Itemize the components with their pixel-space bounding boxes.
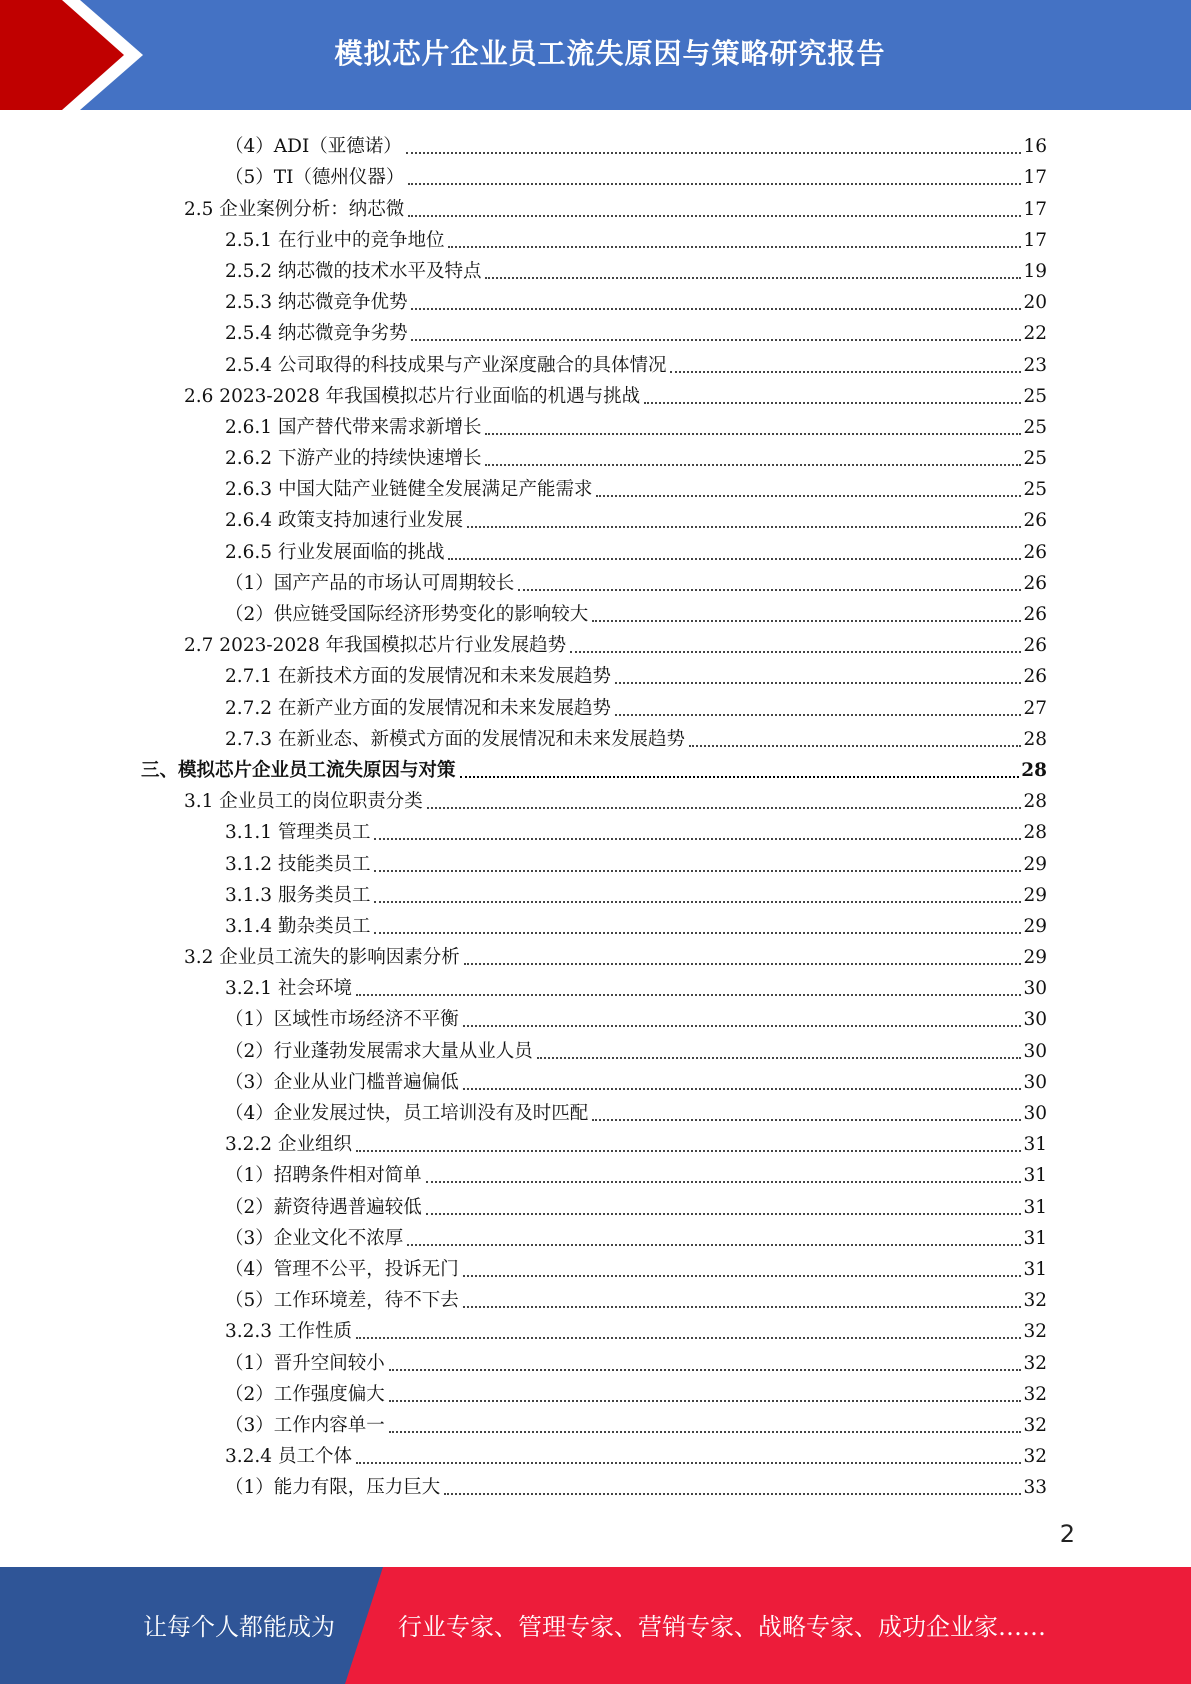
toc-entry-label: （2）供应链受国际经济形势变化的影响较大 bbox=[225, 604, 589, 625]
page-header bbox=[0, 0, 1191, 110]
toc-entry-page: 19 bbox=[1023, 260, 1047, 282]
toc-entry-label: 3.2.1 社会环境 bbox=[225, 978, 352, 1000]
toc-entry-page: 30 bbox=[1023, 978, 1047, 1000]
toc-entry-label: 3.1.2 技能类员工 bbox=[225, 853, 371, 875]
toc-entry-label: （2）薪资待遇普遍较低 bbox=[225, 1196, 422, 1218]
toc-entry-label: 3.1.1 管理类员工 bbox=[225, 822, 371, 844]
report-title: 模拟芯片企业员工流失原因与策略研究报告 bbox=[334, 37, 886, 70]
toc-entry-page: 32 bbox=[1023, 1446, 1047, 1468]
toc-leader-dots bbox=[670, 371, 1021, 373]
toc-entry-label: 2.5.3 纳芯微竞争优势 bbox=[225, 292, 408, 314]
toc-leader-dots bbox=[427, 807, 1022, 809]
toc-entry-label: （3）工作内容单一 bbox=[225, 1414, 385, 1436]
toc-entry-label: （5）TI（德州仪器） bbox=[225, 167, 405, 189]
toc-leader-dots bbox=[426, 1213, 1022, 1215]
toc-leader-dots bbox=[448, 246, 1021, 248]
toc-leader-dots bbox=[592, 620, 1021, 622]
toc-entry-page: 27 bbox=[1023, 697, 1047, 719]
toc-entry-label: （3）企业文化不浓厚 bbox=[225, 1227, 404, 1249]
toc-entry[interactable] bbox=[0, 751, 1191, 782]
toc-entry-page: 26 bbox=[1023, 541, 1047, 563]
toc-entry-page: 32 bbox=[1023, 1290, 1047, 1312]
toc-entry-page: 29 bbox=[1023, 853, 1047, 875]
toc-leader-dots bbox=[464, 963, 1022, 965]
toc-leader-dots bbox=[485, 433, 1021, 435]
toc-entry-label: （2）行业蓬勃发展需求大量从业人员 bbox=[225, 1040, 533, 1062]
toc-entry[interactable] bbox=[0, 1031, 1191, 1062]
toc-entry[interactable] bbox=[0, 688, 1191, 719]
toc-leader-dots bbox=[356, 1462, 1022, 1464]
toc-entry-page: 30 bbox=[1023, 1040, 1047, 1062]
footer-slogan-right: 行业专家、管理专家、营销专家、战略专家、成功企业家…… bbox=[398, 1613, 1046, 1641]
toc-entry-page: 26 bbox=[1023, 635, 1047, 657]
toc-leader-dots bbox=[485, 464, 1021, 466]
toc-entry-page: 28 bbox=[1023, 791, 1047, 813]
toc-entry[interactable] bbox=[0, 657, 1191, 688]
toc-entry-page: 25 bbox=[1023, 479, 1047, 501]
toc-leader-dots bbox=[411, 308, 1021, 310]
toc-entry[interactable] bbox=[0, 221, 1191, 252]
toc-leader-dots bbox=[426, 1181, 1022, 1183]
toc-entry-page: 28 bbox=[1023, 728, 1047, 750]
toc-entry-page: 32 bbox=[1023, 1414, 1047, 1436]
toc-entry-page: 25 bbox=[1023, 385, 1047, 407]
toc-leader-dots bbox=[596, 495, 1021, 497]
toc-entry-label: 3.1.4 勤杂类员工 bbox=[225, 915, 371, 937]
toc-entry-label: 2.5.4 公司取得的科技成果与产业深度融合的具体情况 bbox=[225, 354, 667, 376]
toc-entry[interactable] bbox=[0, 1406, 1191, 1437]
toc-entry-page: 31 bbox=[1023, 1227, 1047, 1249]
toc-entry[interactable] bbox=[0, 532, 1191, 563]
toc-entry-page: 17 bbox=[1023, 229, 1047, 251]
toc-entry[interactable] bbox=[0, 1000, 1191, 1031]
toc-entry[interactable] bbox=[0, 1094, 1191, 1125]
toc-entry-label: 3.2.3 工作性质 bbox=[225, 1321, 352, 1343]
toc-entry[interactable] bbox=[0, 158, 1191, 189]
toc-entry-label: （5）工作环境差，待不下去 bbox=[225, 1290, 459, 1312]
toc-entry-label: 2.7 2023-2028 年我国模拟芯片行业发展趋势 bbox=[184, 635, 567, 657]
toc-entry-label: 2.5.2 纳芯微的技术水平及特点 bbox=[225, 260, 482, 282]
toc-leader-dots bbox=[485, 277, 1021, 279]
toc-entry-page: 31 bbox=[1023, 1134, 1047, 1156]
toc-entry[interactable] bbox=[0, 1063, 1191, 1094]
toc-entry[interactable] bbox=[0, 408, 1191, 439]
toc-entry-label: （2）工作强度偏大 bbox=[225, 1383, 385, 1405]
toc-entry-label: （4）管理不公平，投诉无门 bbox=[225, 1258, 459, 1280]
toc-entry[interactable] bbox=[0, 720, 1191, 751]
toc-entry-page: 30 bbox=[1023, 1071, 1047, 1093]
toc-entry[interactable] bbox=[0, 907, 1191, 938]
toc-leader-dots bbox=[463, 1088, 1022, 1090]
toc-entry-label: （1）区域性市场经济不平衡 bbox=[225, 1009, 459, 1031]
toc-entry[interactable] bbox=[0, 595, 1191, 626]
toc-entry-page: 26 bbox=[1023, 666, 1047, 688]
toc-leader-dots bbox=[463, 1025, 1022, 1027]
toc-entry-label: 2.6 2023-2028 年我国模拟芯片行业面临的机遇与挑战 bbox=[184, 385, 641, 407]
toc-entry-label: （1）能力有限，压力巨大 bbox=[225, 1477, 441, 1499]
toc-entry[interactable] bbox=[0, 377, 1191, 408]
toc-entry[interactable] bbox=[0, 345, 1191, 376]
toc-leader-dots bbox=[592, 1119, 1021, 1121]
toc-entry-page: 17 bbox=[1023, 167, 1047, 189]
toc-entry-page: 23 bbox=[1023, 354, 1047, 376]
toc-entry-label: 2.5.4 纳芯微竞争劣势 bbox=[225, 323, 408, 345]
toc-entry-page: 32 bbox=[1023, 1321, 1047, 1343]
toc-entry-page: 31 bbox=[1023, 1258, 1047, 1280]
toc-entry-label: （4）ADI（亚德诺） bbox=[225, 136, 402, 158]
toc-entry-page: 29 bbox=[1023, 884, 1047, 906]
toc-entry-label: 3.2.4 员工个体 bbox=[225, 1446, 352, 1468]
toc-leader-dots bbox=[444, 1493, 1021, 1495]
toc-entry-page: 30 bbox=[1023, 1103, 1047, 1124]
toc-entry[interactable] bbox=[0, 283, 1191, 314]
toc-entry-page: 28 bbox=[1023, 822, 1047, 844]
toc-entry[interactable] bbox=[0, 938, 1191, 969]
toc-entry-page: 22 bbox=[1023, 323, 1047, 345]
toc-entry-label: 3.1.3 服务类员工 bbox=[225, 884, 371, 906]
toc-entry-page: 26 bbox=[1023, 510, 1047, 532]
toc-entry-label: （1）晋升空间较小 bbox=[225, 1352, 385, 1374]
toc-leader-dots bbox=[356, 1337, 1022, 1339]
toc-leader-dots bbox=[615, 714, 1021, 716]
toc-leader-dots bbox=[356, 1150, 1022, 1152]
toc-entry-page: 26 bbox=[1023, 604, 1047, 625]
toc-leader-dots bbox=[374, 838, 1021, 840]
toc-entry-page: 29 bbox=[1023, 947, 1047, 969]
page-footer bbox=[0, 1567, 1191, 1684]
toc-entry-page: 25 bbox=[1023, 416, 1047, 438]
toc-leader-dots bbox=[463, 1275, 1022, 1277]
toc-leader-dots bbox=[615, 682, 1021, 684]
toc-leader-dots bbox=[356, 994, 1022, 996]
toc-entry-page: 20 bbox=[1023, 292, 1047, 314]
toc-leader-dots bbox=[389, 1369, 1022, 1371]
toc-entry-label: （1）国产产品的市场认可周期较长 bbox=[225, 572, 515, 594]
toc-entry-label: 2.7.1 在新技术方面的发展情况和未来发展趋势 bbox=[225, 666, 611, 688]
toc-entry[interactable] bbox=[0, 1343, 1191, 1374]
toc-entry[interactable] bbox=[0, 564, 1191, 595]
toc-entry-label: （4）企业发展过快，员工培训没有及时匹配 bbox=[225, 1103, 589, 1124]
toc-leader-dots bbox=[537, 1057, 1022, 1059]
footer-slogan-left: 让每个人都能成为 bbox=[143, 1613, 335, 1641]
toc-entry-page: 32 bbox=[1023, 1352, 1047, 1374]
toc-entry[interactable] bbox=[0, 1468, 1191, 1499]
toc-leader-dots bbox=[460, 776, 1020, 778]
toc-entry-page: 28 bbox=[1021, 759, 1047, 781]
toc-leader-dots bbox=[411, 339, 1021, 341]
toc-entry-page: 29 bbox=[1023, 915, 1047, 937]
toc-entry[interactable] bbox=[0, 501, 1191, 532]
toc-entry[interactable] bbox=[0, 439, 1191, 470]
toc-entry-label: 2.5.1 在行业中的竞争地位 bbox=[225, 229, 445, 251]
toc-entry-page: 31 bbox=[1023, 1165, 1047, 1187]
toc-leader-dots bbox=[408, 183, 1021, 185]
toc-leader-dots bbox=[570, 651, 1021, 653]
toc-entry[interactable] bbox=[0, 1437, 1191, 1468]
toc-entry-page: 17 bbox=[1023, 198, 1047, 220]
toc-leader-dots bbox=[407, 1244, 1021, 1246]
toc-leader-dots bbox=[689, 745, 1021, 747]
toc-entry[interactable] bbox=[0, 189, 1191, 220]
toc-entry[interactable] bbox=[0, 1219, 1191, 1250]
toc-entry-page: 30 bbox=[1023, 1009, 1047, 1031]
toc-entry-page: 16 bbox=[1023, 136, 1047, 158]
toc-entry-label: 2.6.1 国产替代带来需求新增长 bbox=[225, 416, 482, 438]
toc-entry[interactable] bbox=[0, 844, 1191, 875]
toc-entry-page: 32 bbox=[1023, 1383, 1047, 1405]
toc-entry-label: 3.2 企业员工流失的影响因素分析 bbox=[184, 947, 460, 969]
toc-entry[interactable] bbox=[0, 470, 1191, 501]
toc-entry-label: 2.5 企业案例分析：纳芯微 bbox=[184, 198, 405, 220]
toc-leader-dots bbox=[467, 526, 1021, 528]
toc-entry[interactable] bbox=[0, 1156, 1191, 1187]
toc-entry[interactable] bbox=[0, 782, 1191, 813]
toc-entry[interactable] bbox=[0, 626, 1191, 657]
toc-entry-label: 2.6.2 下游产业的持续快速增长 bbox=[225, 448, 482, 470]
toc-entry[interactable] bbox=[0, 813, 1191, 844]
toc-entry[interactable] bbox=[0, 876, 1191, 907]
toc-entry-label: 2.6.3 中国大陆产业链健全发展满足产能需求 bbox=[225, 479, 593, 501]
toc-entry[interactable] bbox=[0, 127, 1191, 158]
toc-leader-dots bbox=[518, 589, 1021, 591]
toc-entry-label: （3）企业从业门槛普遍偏低 bbox=[225, 1071, 459, 1093]
toc-entry[interactable] bbox=[0, 1312, 1191, 1343]
toc-leader-dots bbox=[406, 152, 1022, 154]
toc-leader-dots bbox=[374, 932, 1021, 934]
toc-entry-page: 31 bbox=[1023, 1196, 1047, 1218]
toc-entry-label: 2.6.4 政策支持加速行业发展 bbox=[225, 510, 463, 532]
toc-entry[interactable] bbox=[0, 969, 1191, 1000]
toc-leader-dots bbox=[374, 901, 1021, 903]
toc-entry-label: 三、模拟芯片企业员工流失原因与对策 bbox=[141, 759, 456, 781]
toc-leader-dots bbox=[374, 870, 1021, 872]
toc-entry-label: （1）招聘条件相对简单 bbox=[225, 1165, 422, 1187]
toc-entry-page: 25 bbox=[1023, 448, 1047, 470]
toc-entry-label: 2.7.2 在新产业方面的发展情况和未来发展趋势 bbox=[225, 697, 611, 719]
toc-leader-dots bbox=[389, 1400, 1022, 1402]
toc-entry[interactable] bbox=[0, 252, 1191, 283]
header-chevron-icon bbox=[0, 0, 160, 110]
toc-entry-page: 26 bbox=[1023, 572, 1047, 594]
toc-entry-label: 3.2.2 企业组织 bbox=[225, 1134, 352, 1156]
toc-leader-dots bbox=[408, 215, 1021, 217]
toc-entry-page: 33 bbox=[1023, 1477, 1047, 1499]
toc-entry[interactable] bbox=[0, 1281, 1191, 1312]
toc-entry[interactable] bbox=[0, 1375, 1191, 1406]
toc-entry[interactable] bbox=[0, 1187, 1191, 1218]
toc-entry[interactable] bbox=[0, 1125, 1191, 1156]
toc-leader-dots bbox=[448, 558, 1021, 560]
page-number: 2 bbox=[1059, 1520, 1075, 1548]
toc-entry[interactable] bbox=[0, 1250, 1191, 1281]
toc-leader-dots bbox=[389, 1431, 1022, 1433]
toc-entry[interactable] bbox=[0, 314, 1191, 345]
toc-leader-dots bbox=[463, 1306, 1022, 1308]
table-of-contents bbox=[0, 127, 1191, 1499]
toc-entry-label: 2.7.3 在新业态、新模式方面的发展情况和未来发展趋势 bbox=[225, 728, 685, 750]
toc-entry-label: 2.6.5 行业发展面临的挑战 bbox=[225, 541, 445, 563]
toc-leader-dots bbox=[644, 402, 1021, 404]
toc-entry-label: 3.1 企业员工的岗位职责分类 bbox=[184, 791, 423, 813]
